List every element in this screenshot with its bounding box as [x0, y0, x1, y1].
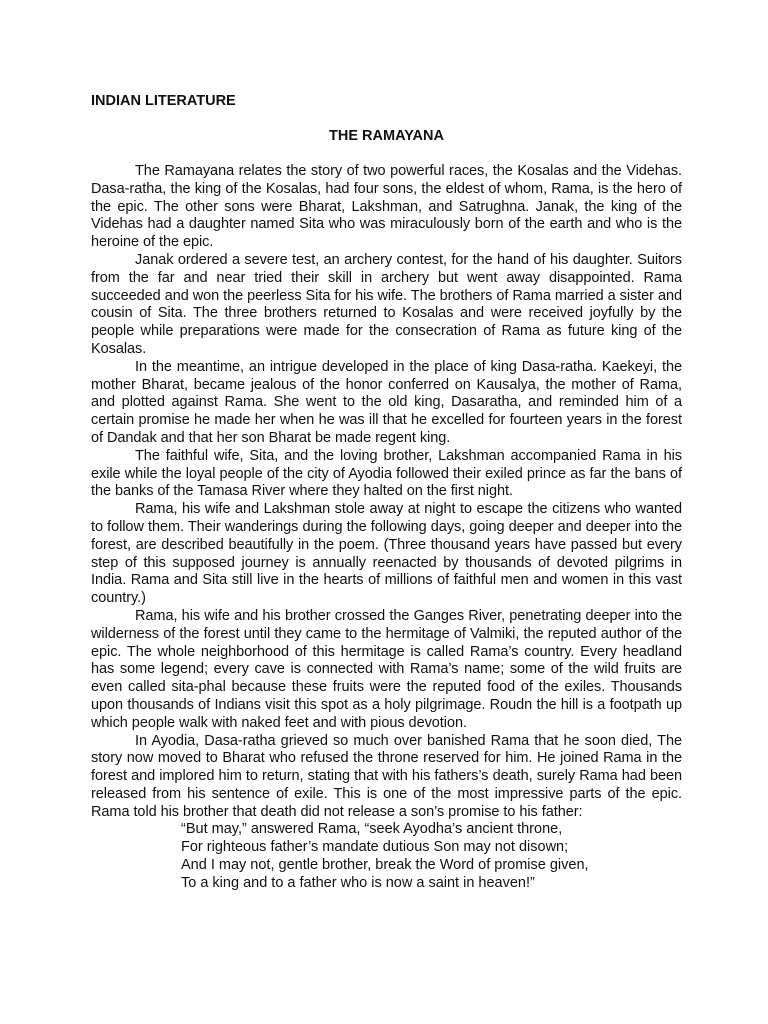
paragraph: Rama, his wife and his brother crossed the Ganges River, penetrating deeper into the wilderness of the forest until they came to the hermitage of Valmiki, the reputed author of the epic. The whole neighborhood of this hermitage is called Rama’s country. Every headland has some legend; every cave is connected with Rama’s name; some of the wild fruits are even called sita-phal because these fruits were the reputed food of the exiles. Thousands upon thousands of Indians visit this spot as a holy pilgrimage. Roudn the hill is a footpath up which people walk with naked feet and with pious devotion. — [91, 607, 682, 731]
paragraph: Rama, his wife and Lakshman stole away at night to escape the citizens who wanted to follow them. Their wanderings during the following days, going deeper and deeper into the forest, are described beautifully in the poem. (Three thousand years have passed but every step of this supposed journey is annually reenacted by thousands of devoted pilgrims in India. Rama and Sita still live in the hearts of millions of faithful men and women in this vast country.) — [91, 501, 682, 607]
verse-line: “But may,” answered Rama, “seek Ayodha’s ancient throne, — [181, 821, 563, 838]
verse-line: And I may not, gentle brother, break the Word of promise given, — [181, 857, 589, 874]
paragraph: The Ramayana relates the story of two powerful races, the Kosalas and the Videhas. Dasa-ratha, the king of the Kosalas, had four sons, the eldest of whom, Rama, is the hero of the epic. The other sons were Bharat, Lakshman, and Satrughna. Janak, the king of the Videhas had a daughter named Sita who was miraculously born of the earth and who is the heroine of the epic. — [91, 163, 682, 251]
paragraph: The faithful wife, Sita, and the loving brother, Lakshman accompanied Rama in his exile while the loyal people of the city of Ayodia followed their exiled prince as far the bans of the banks of the Tamasa River where they halted on the first night. — [91, 447, 682, 500]
verse-line: To a king and to a father who is now a saint in heaven!” — [181, 874, 535, 891]
verse-line: For righteous father’s mandate dutious Son may not disown; — [181, 839, 569, 856]
section-heading: INDIAN LITERATURE — [91, 93, 236, 109]
body-text — [91, 163, 682, 821]
document-title: THE RAMAYANA — [329, 128, 444, 144]
paragraph: In Ayodia, Dasa-ratha grieved so much over banished Rama that he soon died, The story now moved to Bharat who refused the throne reserved for him. He joined Rama in the forest and implored him to return, stating that with his fathers’s death, surely Rama had been released from his sentence of exile. This is one of the most impressive parts of the epic. Rama told his brother that death did not release a son’s promise to his father: — [91, 732, 682, 820]
paragraph: In the meantime, an intrigue developed in the place of king Dasa-ratha. Kaekeyi, the mother Bharat, became jealous of the honor conferred on Kausalya, the mother of Rama, and plotted against Rama. She went to the old king, Dasaratha, and reminded him of a certain promise he made her when he was ill that he excelled for fourteen years in the forest of Dandak and that her son Bharat be made regent king. — [91, 358, 682, 446]
verse-quote — [91, 821, 682, 892]
paragraph: Janak ordered a severe test, an archery contest, for the hand of his daughter. Suitors from the far and near tried their skill in archery but went away disappointed. Rama succeeded and won the peerless Sita for his wife. The brothers of Rama married a sister and cousin of Sita. The three brothers returned to Kosalas and were received joyfully by the people while preparations were made for the consecration of Rama as future king of the Kosalas. — [91, 251, 682, 357]
